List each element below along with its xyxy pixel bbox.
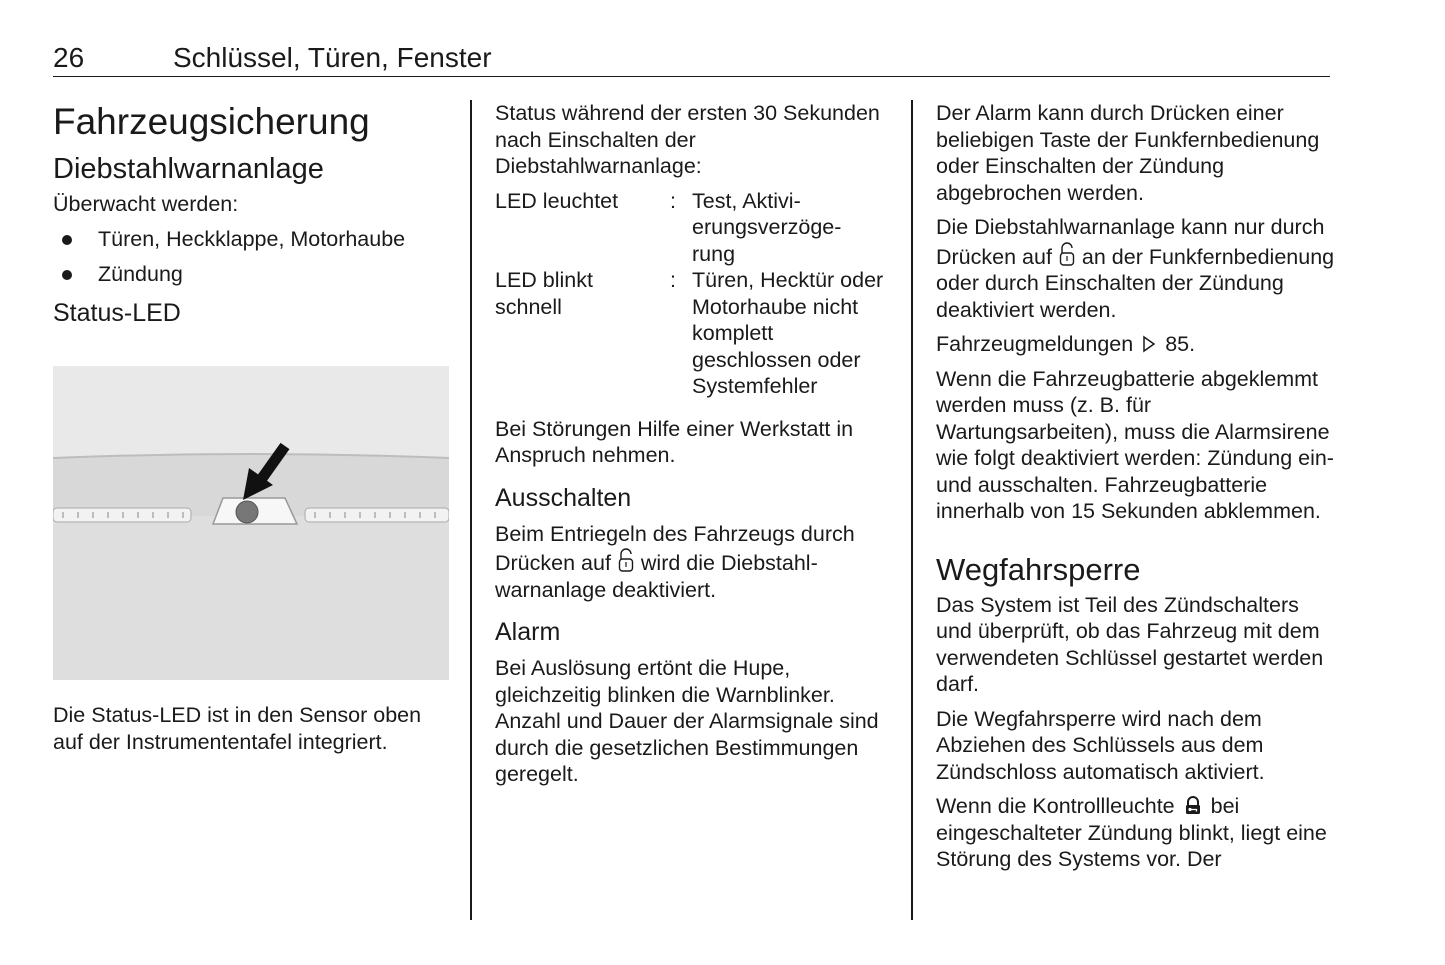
column-divider bbox=[911, 100, 913, 920]
bullet-icon bbox=[62, 235, 72, 245]
table-row: LED leuchtet : Test, Aktivierungsverzögerung bbox=[495, 188, 842, 266]
alarm-cancel-text: Der Alarm kann durch Drücken einer beliebigen Taste der Funkfernbedienung oder Einschalten der Zündung abgebrochen werden. bbox=[936, 101, 1320, 205]
fault-text: Bei Störungen Hilfe einer Werkstatt in Anspruch nehmen. bbox=[495, 416, 854, 467]
page-reference-arrow-icon bbox=[1140, 335, 1158, 353]
immobilizer-heading: Wegfahrsperre bbox=[936, 551, 1141, 587]
alarm-heading: Alarm bbox=[495, 618, 561, 646]
off-heading: Ausschalten bbox=[495, 483, 632, 512]
immobilizer-auto-text: Die Wegfahrsperre wird nach dem Abziehen des Schlüssels aus dem Zündschloss automatisch aktiviert. bbox=[936, 706, 1265, 784]
led-status-table bbox=[495, 188, 895, 400]
battery-text: Wenn die Fahrzeugbatterie abgeklemmt werden muss (z. B. für Wartungsarbeiten), muss die Alarmsirene wie folgt deaktiviert werden: Zündung ein- und ausschalten. Fahrzeugbatterie innerhalb von 15 Sekunden abklemmen. bbox=[936, 366, 1334, 523]
immobilizer-warning-icon bbox=[1182, 796, 1204, 816]
deactivate-text: Die Diebstahlwarnanlage kann nur durch Drücken auf an der Funkfernbedienung oder durch Einschalten der Zündung deaktiviert werden. bbox=[936, 215, 1335, 322]
warning-text: Wenn die Kontrollleuchte bei eingeschalteter Zündung blinkt, liegt eine Störung des Systems vor. Der bbox=[936, 794, 1327, 872]
led-intro: Status während der ersten 30 Sekunden nach Einschalten der Diebstahlwarnanlage: bbox=[495, 101, 880, 178]
status-led-figure bbox=[53, 366, 449, 680]
chapter-title: Schlüssel, Türen, Fenster bbox=[173, 42, 492, 73]
dashboard-sensor-illustration bbox=[53, 366, 449, 680]
column-divider bbox=[470, 100, 472, 920]
immobilizer-text: Das System ist Teil des Zündschalters und überprüft, ob das Fahrzeug mit dem verwendeten Schlüssel gestartet werden darf. bbox=[936, 592, 1324, 697]
monitored-intro: Überwacht werden: bbox=[53, 192, 239, 217]
vehicle-messages-ref: Fahrzeugmeldungen 85. bbox=[936, 332, 1196, 356]
off-text: Beim Entriegeln des Fahrzeugs durch Drücken auf wird die Diebstahlwarnanlage deaktiviert. bbox=[495, 521, 855, 602]
section-title: Fahrzeugsicherung bbox=[53, 101, 370, 142]
monitored-list bbox=[53, 226, 453, 288]
status-led-heading: Status-LED bbox=[53, 298, 181, 327]
list-item: Türen, Heckklappe, Motorhaube bbox=[53, 226, 453, 253]
table-row: LED blinkt schnell : Türen, Hecktür oder Motorhaube nicht komplett geschlossen oder Systemfehler bbox=[495, 268, 884, 398]
page-number: 26 bbox=[53, 42, 85, 73]
figure-caption-block bbox=[53, 702, 453, 763]
unlock-icon bbox=[1059, 241, 1075, 267]
figure-caption: Die Status-LED ist in den Sensor oben auf der Instrumententafel integriert. bbox=[53, 703, 422, 754]
page-header bbox=[53, 42, 1330, 77]
unlock-icon bbox=[618, 547, 634, 573]
column-middle bbox=[495, 100, 895, 796]
alarm-text: Bei Auslösung ertönt die Hupe, gleichzeitig blinken die Warnblinker. Anzahl und Dauer der Alarmsignale sind durch die gesetzlichen Bestimmungen geregelt. bbox=[495, 656, 879, 786]
column-right bbox=[936, 100, 1336, 881]
subsection-title: Diebstahlwarnanlage bbox=[53, 153, 324, 186]
list-item: Zündung bbox=[53, 261, 453, 288]
column-left bbox=[53, 100, 453, 336]
bullet-icon bbox=[62, 270, 72, 280]
